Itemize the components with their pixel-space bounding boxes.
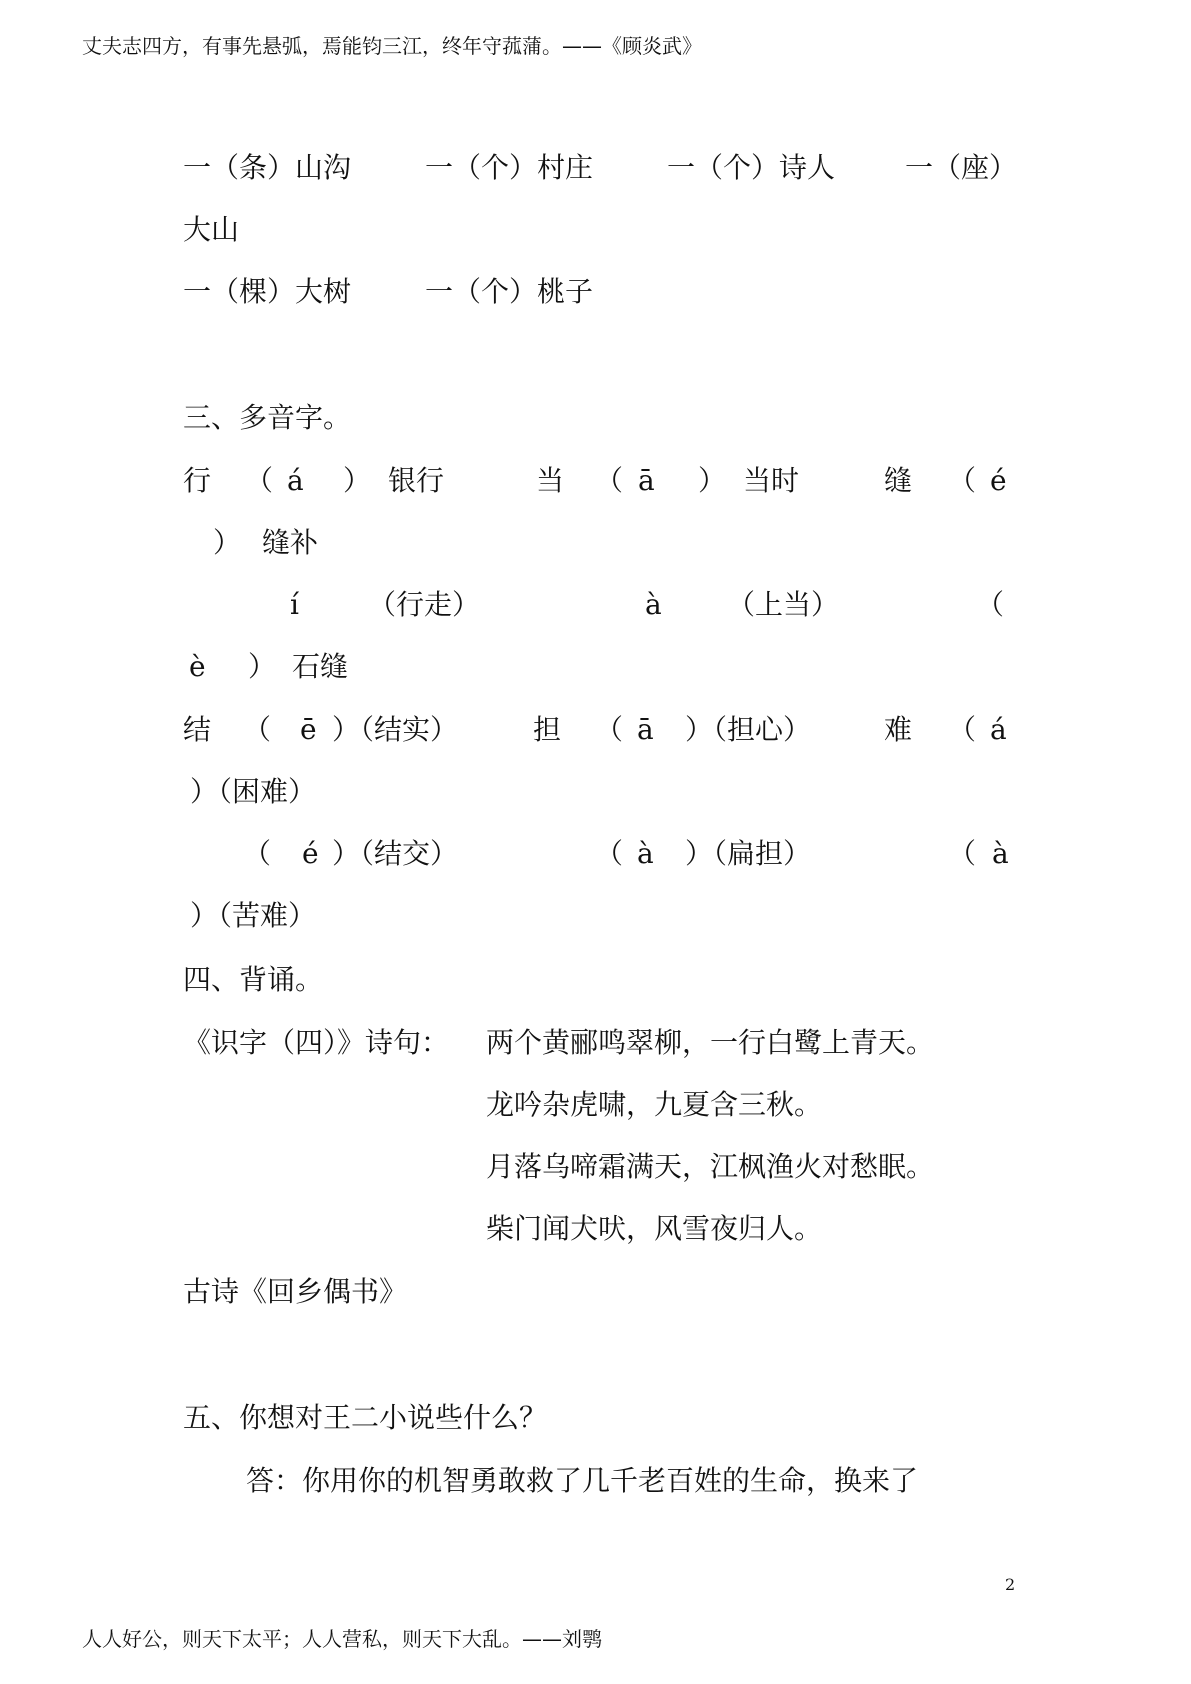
measure-word-3: 一（个）诗人 (667, 151, 836, 184)
measure-word-2: 一（个）村庄 (425, 151, 594, 184)
poly-word: （上当） (727, 588, 840, 621)
poly-char: 难 (884, 713, 913, 746)
poly-word: 银行 (388, 464, 445, 497)
poly-pinyin: é (990, 464, 1007, 497)
poly-pinyin: í (290, 588, 299, 621)
poly-pinyin: à (992, 837, 1009, 870)
poly-word: ）（扁担） (685, 837, 812, 870)
poly-word: ）（担心） (685, 713, 812, 746)
recite-poem: 古诗《回乡偶书》 (183, 1275, 408, 1308)
poly-paren: ） (248, 650, 277, 683)
poly-pinyin: à (637, 837, 654, 870)
poly-paren: （ (948, 837, 977, 870)
section-heading-polyphonic: 三、多音字。 (183, 401, 352, 434)
poly-char: 结 (183, 713, 212, 746)
poly-char: 行 (183, 464, 212, 497)
poly-paren: ） (343, 464, 372, 497)
measure-word-6: 一（个）桃子 (425, 275, 594, 308)
measure-word-5: 一（棵）大树 (183, 275, 352, 308)
section-heading-question: 五、你想对王二小说些什么？ (183, 1401, 548, 1434)
poly-char: 当 (536, 464, 565, 497)
recite-line: 月落乌啼霜满天，江枫渔火对愁眠。 (486, 1150, 935, 1183)
footer-quote: 人人好公，则天下太平；人人营私，则天下大乱。——刘鹗 (82, 1627, 602, 1651)
poly-paren: ） (213, 526, 242, 559)
poly-word: ）（困难） (190, 775, 317, 808)
measure-word-4: 一（座） (905, 151, 1018, 184)
poly-paren: （ (948, 713, 977, 746)
poly-word: 缝补 (262, 526, 319, 559)
header-quote: 丈夫志四方，有事先悬弧，焉能钧三江，终年守菰蒲。——《顾炎武》 (82, 34, 702, 58)
poly-pinyin: ā (637, 713, 654, 746)
answer-text: 答：你用你的机智勇敢救了几千老百姓的生命，换来了 (246, 1464, 919, 1497)
poly-paren: （ (243, 713, 272, 746)
measure-word-4-cont: 大山 (183, 213, 240, 246)
poly-pinyin: ē (300, 713, 317, 746)
section-heading-recite: 四、背诵。 (183, 963, 324, 996)
page-number: 2 (1005, 1575, 1016, 1594)
poly-paren: （ (595, 713, 624, 746)
poly-pinyin: é (302, 837, 319, 870)
poly-pinyin: á (990, 713, 1007, 746)
poly-word: ）（结交） (332, 837, 459, 870)
poly-word: （行走） (368, 588, 481, 621)
poly-pinyin: ā (638, 464, 655, 497)
poly-word: ）（结实） (332, 713, 459, 746)
recite-line: 柴门闻犬吠，风雪夜归人。 (486, 1212, 823, 1245)
poly-pinyin: á (287, 464, 304, 497)
poly-paren: （ (595, 837, 624, 870)
poly-paren: ） (698, 464, 727, 497)
poly-word: ）（苦难） (190, 899, 317, 932)
recite-label: 《识字（四）》诗句： (183, 1026, 450, 1059)
poly-paren: （ (243, 837, 272, 870)
poly-pinyin: è (189, 650, 206, 683)
poly-char: 担 (533, 713, 562, 746)
poly-char: 缝 (884, 464, 913, 497)
poly-paren: （ (245, 464, 274, 497)
poly-word: 石缝 (292, 650, 349, 683)
recite-line: 两个黄郦鸣翠柳，一行白鹭上青天。 (486, 1026, 935, 1059)
measure-word-1: 一（条）山沟 (183, 151, 352, 184)
poly-word: 当时 (743, 464, 800, 497)
poly-paren: （ (976, 588, 1005, 621)
poly-pinyin: à (645, 588, 662, 621)
poly-paren: （ (595, 464, 624, 497)
recite-line: 龙吟杂虎啸，九夏含三秋。 (486, 1088, 823, 1121)
poly-paren: （ (948, 464, 977, 497)
